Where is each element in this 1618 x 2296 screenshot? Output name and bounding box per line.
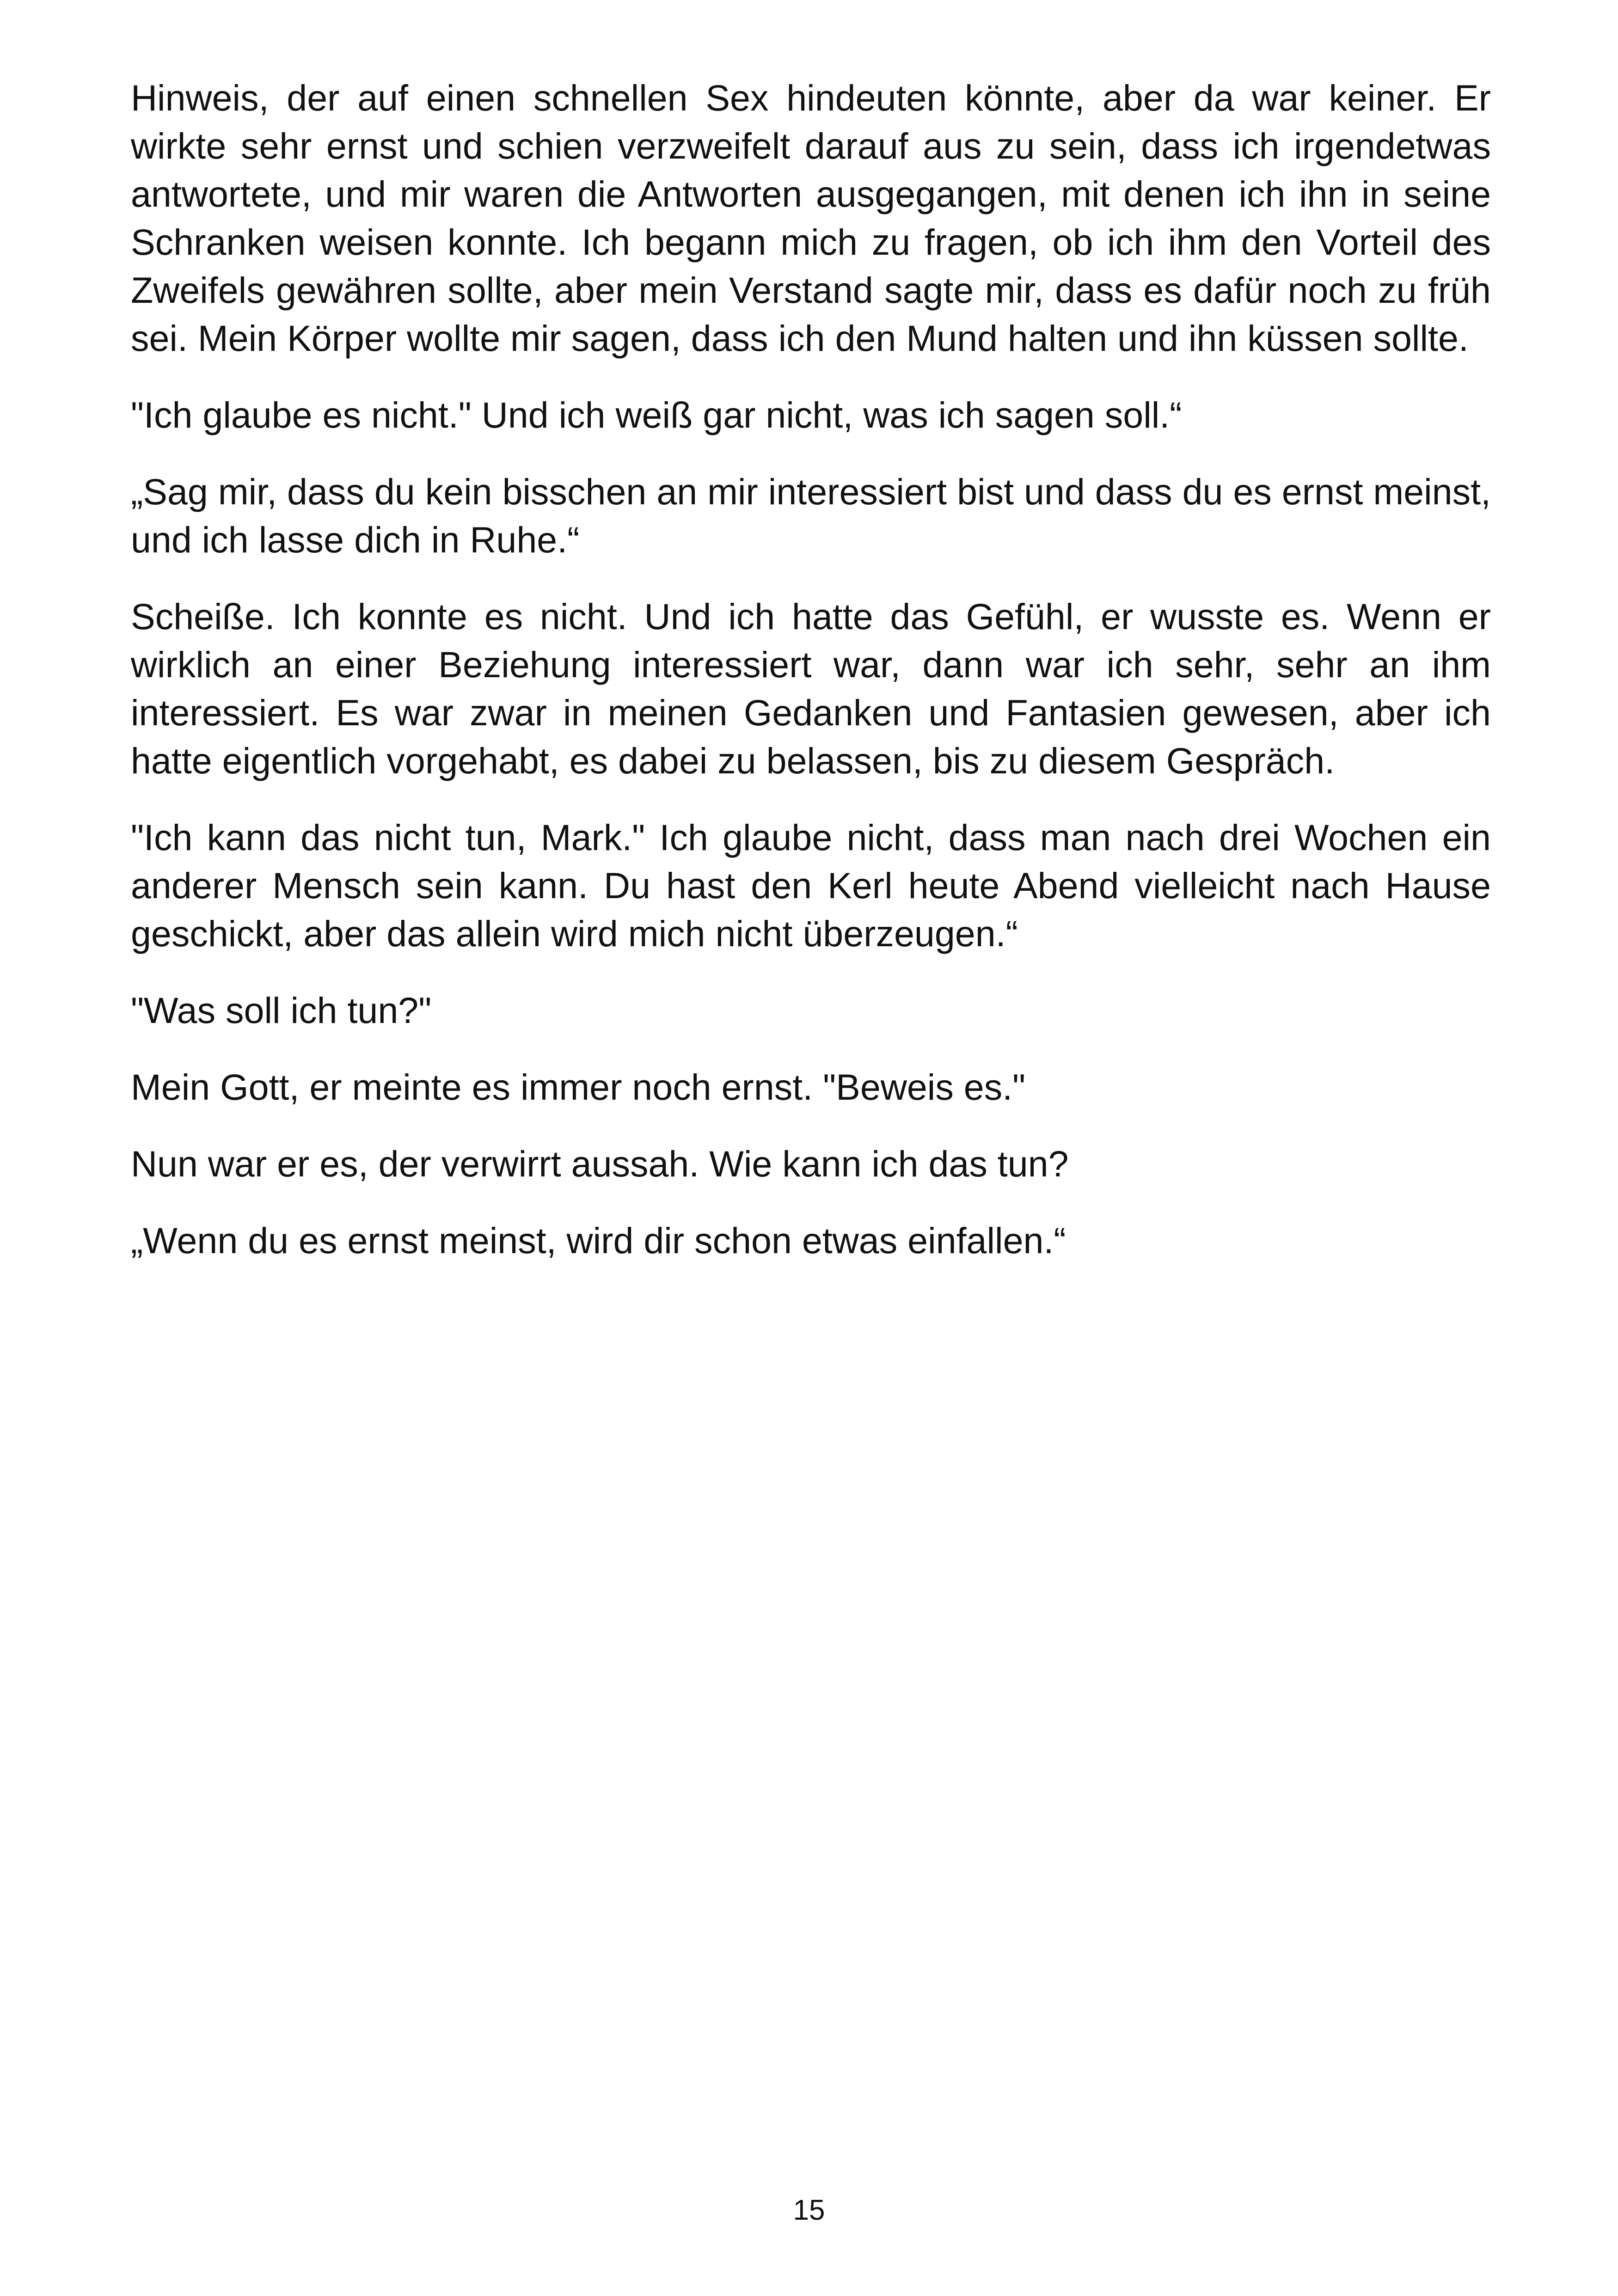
paragraph: "Ich glaube es nicht." Und ich weiß gar nicht, was ich sagen soll.“	[131, 394, 1182, 435]
paragraph: "Ich kann das nicht tun, Mark." Ich glaube nicht, dass man nach drei Wochen ein anderer Mensch sein kann. Du hast den Kerl heute Abend vielleicht nach Hause geschickt, aber das allein wird mich nicht überzeugen.“	[131, 817, 1491, 954]
paragraph: „Wenn du es ernst meinst, wird dir schon etwas einfallen.“	[131, 1220, 1066, 1261]
body-text	[131, 74, 1491, 1293]
paragraph: Hinweis, der auf einen schnellen Sex hindeuten könnte, aber da war keiner. Er wirkte sehr ernst und schien verzweifelt darauf aus zu sein, dass ich irgendetwas antwortete, und mir waren die Antworten ausgegangen, mit denen ich ihn in seine Schranken weisen konnte. Ich begann mich zu fragen, ob ich ihm den Vorteil des Zweifels gewähren sollte, aber mein Verstand sagte mir, dass es dafür noch zu früh sei. Mein Körper wollte mir sagen, dass ich den Mund halten und ihn küssen sollte.	[131, 77, 1491, 359]
paragraph: Mein Gott, er meinte es immer noch ernst. "Beweis es."	[131, 1066, 1026, 1108]
paragraph: "Was soll ich tun?"	[131, 990, 432, 1031]
page-number: 15	[793, 2194, 825, 2226]
paragraph: „Sag mir, dass du kein bisschen an mir interessiert bist und dass du es ernst meinst, und ich lasse dich in Ruhe.“	[131, 471, 1491, 560]
paragraph: Nun war er es, der verwirrt aussah. Wie kann ich das tun?	[131, 1143, 1069, 1184]
paragraph: Scheiße. Ich konnte es nicht. Und ich hatte das Gefühl, er wusste es. Wenn er wirklich an einer Beziehung interessiert war, dann war ich sehr, sehr an ihm interessiert. Es war zwar in meinen Gedanken und Fantasien gewesen, aber ich hatte eigentlich vorgehabt, es dabei zu belassen, bis zu diesem Gespräch.	[131, 596, 1491, 781]
